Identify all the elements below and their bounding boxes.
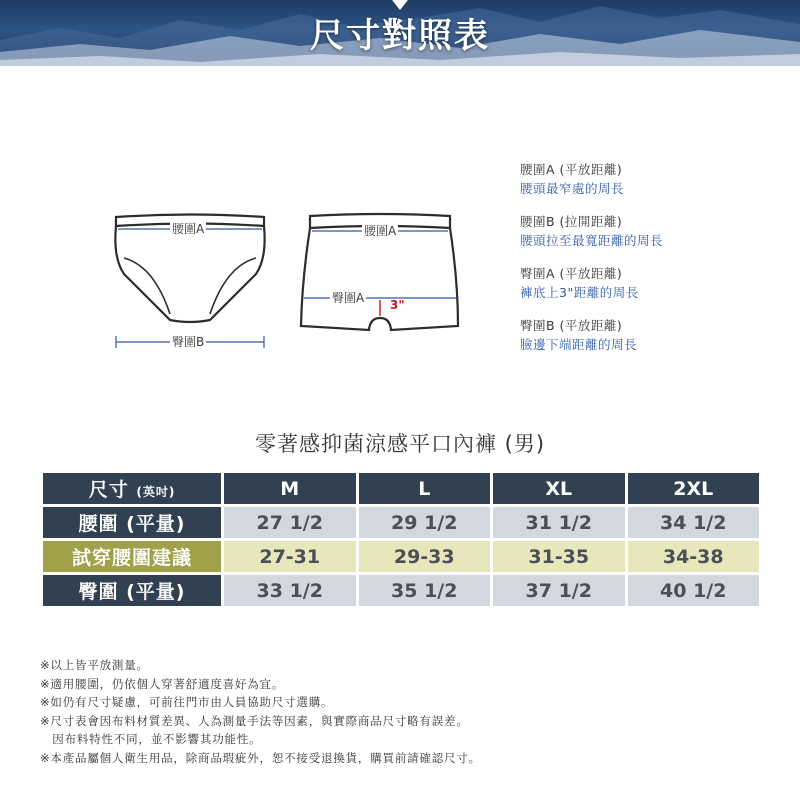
row-label-waist: 腰圍 (平量) [43, 507, 221, 538]
size-header-unit: (英吋) [136, 485, 176, 499]
table-cell: 33 1/2 [224, 575, 356, 606]
legend-title: 腰圍A (平放距離) [520, 162, 623, 177]
legend-title: 臀圍B (平放距離) [520, 318, 623, 333]
brief-hip-label: 臀圍B [172, 335, 205, 349]
notes [40, 656, 780, 767]
table-row [43, 507, 759, 538]
boxer-waist-label: 腰圍A [364, 224, 397, 238]
size-header-cell [43, 473, 221, 504]
table-cell: 40 1/2 [628, 575, 760, 606]
legend-desc: 腰頭拉至最寬距離的周長 [520, 233, 664, 248]
table-cell: 29 1/2 [359, 507, 491, 538]
legend-desc: 褲底上3"距離的周長 [520, 285, 639, 300]
size-column-header: XL [493, 473, 625, 504]
row-label-suggested-waist: 試穿腰圍建議 [43, 541, 221, 572]
measurement-legend [520, 160, 790, 368]
note-line: ※本產品屬個人衛生用品，除商品瑕疵外，恕不接受退換貨，購買前請確認尺寸。 [40, 750, 481, 765]
size-column-header: M [224, 473, 356, 504]
legend-title: 腰圍B (拉開距離) [520, 214, 623, 229]
product-title: 零著感抑菌涼感平口內褲 (男) [254, 432, 546, 456]
table-cell: 31-35 [493, 541, 625, 572]
size-table [40, 470, 762, 609]
inseam-label: 3" [390, 298, 405, 312]
table-row [43, 541, 759, 572]
legend-item [520, 316, 790, 354]
table-cell: 27 1/2 [224, 507, 356, 538]
size-column-header: L [359, 473, 491, 504]
legend-item [520, 212, 790, 250]
table-cell: 35 1/2 [359, 575, 491, 606]
legend-title: 臀圍A (平放距離) [520, 266, 623, 281]
table-cell: 27-31 [224, 541, 356, 572]
table-cell: 37 1/2 [493, 575, 625, 606]
table-row [43, 575, 759, 606]
table-cell: 29-33 [359, 541, 491, 572]
note-line: 因布料特性不同，並不影響其功能性。 [40, 732, 262, 746]
legend-item [520, 160, 790, 198]
legend-desc: 臉邊下端距離的周長 [520, 337, 638, 352]
banner-title: 尺寸對照表 [310, 16, 490, 56]
table-header-row [43, 473, 759, 504]
legend-item [520, 264, 790, 302]
boxer-hip-label: 臀圍A [332, 291, 365, 305]
row-label-hip: 臀圍 (平量) [43, 575, 221, 606]
size-column-header: 2XL [628, 473, 760, 504]
table-cell: 31 1/2 [493, 507, 625, 538]
table-cell: 34-38 [628, 541, 760, 572]
legend-desc: 腰頭最窄處的周長 [520, 181, 625, 196]
table-cell: 34 1/2 [628, 507, 760, 538]
note-line: ※適用腰圍，仍依個人穿著舒適度喜好為宜。 [40, 676, 285, 691]
size-header-label: 尺寸 [88, 479, 129, 501]
note-line: ※以上皆平放測量。 [40, 658, 149, 672]
note-line: ※尺寸表會因布料材質差異、人為測量手法等因素，與實際商品尺寸略有誤差。 [40, 713, 469, 728]
brief-waist-label: 腰圍A [172, 222, 205, 236]
note-line: ※如仍有尺寸疑慮，可前往門市由人員協助尺寸選購。 [40, 695, 334, 709]
